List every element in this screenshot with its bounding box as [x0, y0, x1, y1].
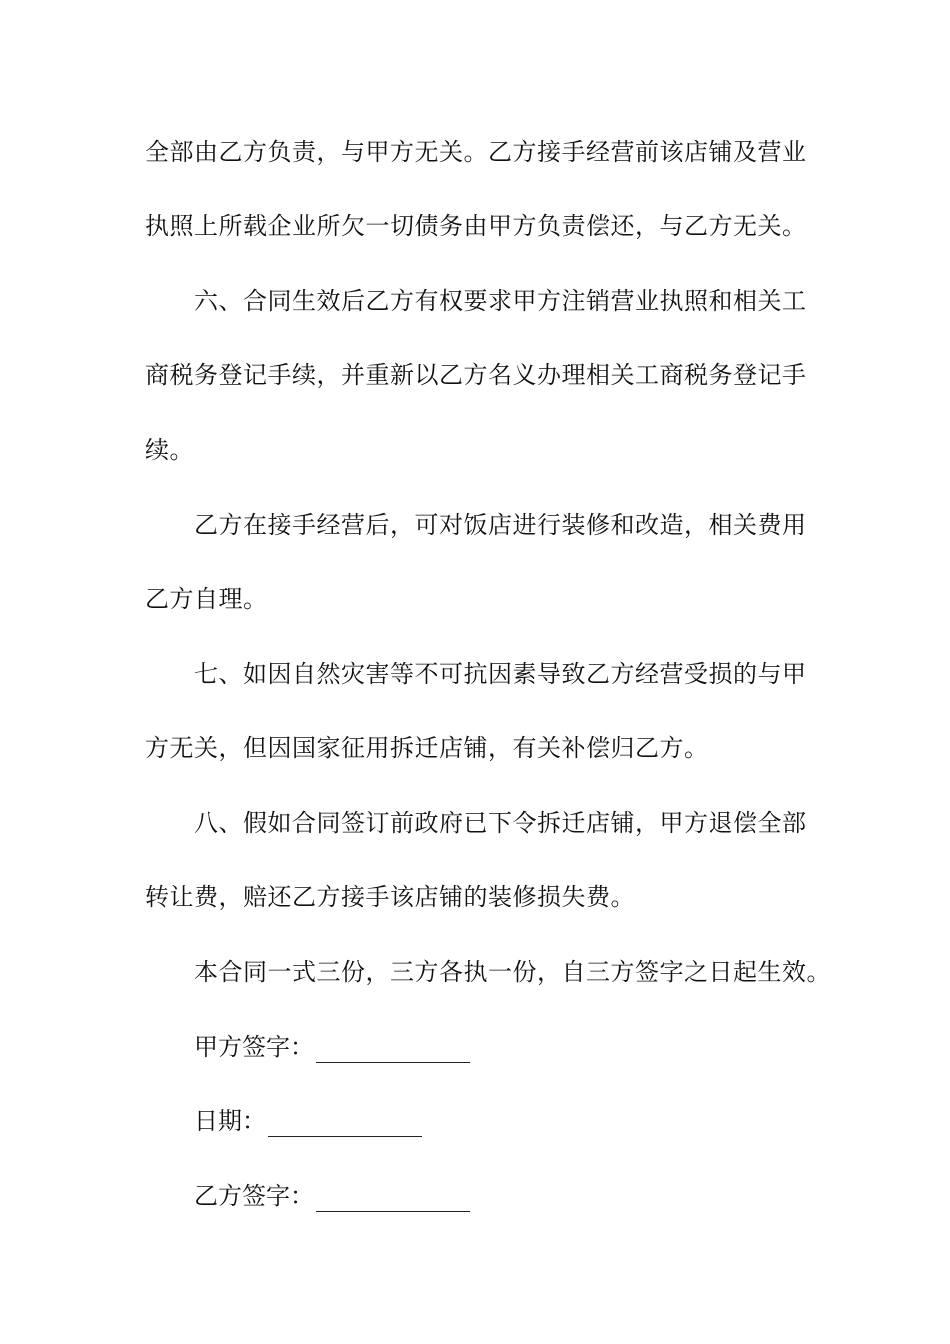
- clause-seven-line: 方无关，但因国家征用拆迁店铺，有关补偿归乙方。: [145, 734, 709, 762]
- clause-six-line: 商税务登记手续，并重新以乙方名义办理相关工商税务登记手: [145, 361, 807, 389]
- effective-clause-line: 本合同一式三份，三方各执一份，自三方签字之日起生效。: [194, 958, 831, 986]
- party-b-signature-blank[interactable]: [316, 1189, 470, 1212]
- clause-seven-line: 七、如因自然灾害等不可抗因素导致乙方经营受损的与甲: [194, 660, 807, 688]
- clause-six-line: 六、合同生效后乙方有权要求甲方注销营业执照和相关工: [194, 287, 807, 315]
- party-b-signature-label: 乙方签字：: [194, 1182, 314, 1210]
- paragraph-line: 全部由乙方负责，与甲方无关。乙方接手经营前该店铺及营业: [145, 138, 807, 166]
- date-blank[interactable]: [268, 1114, 422, 1137]
- date-label: 日期：: [194, 1107, 266, 1135]
- party-b-signature-row: [194, 1180, 470, 1212]
- clause-six-line: 续。: [145, 436, 194, 464]
- date-row: [194, 1105, 422, 1137]
- clause-eight-line: 八、假如合同签订前政府已下令拆迁店铺，甲方退偿全部: [194, 809, 807, 837]
- renovation-line: 乙方自理。: [145, 585, 268, 613]
- paragraph-line: 执照上所载企业所欠一切债务由甲方负责偿还，与乙方无关。: [145, 212, 807, 240]
- party-a-signature-row: [194, 1031, 470, 1063]
- clause-eight-line: 转让费，赔还乙方接手该店铺的装修损失费。: [145, 883, 635, 911]
- renovation-line: 乙方在接手经营后，可对饭店进行装修和改造，相关费用: [194, 511, 807, 539]
- party-a-signature-blank[interactable]: [316, 1040, 470, 1063]
- party-a-signature-label: 甲方签字：: [194, 1033, 314, 1061]
